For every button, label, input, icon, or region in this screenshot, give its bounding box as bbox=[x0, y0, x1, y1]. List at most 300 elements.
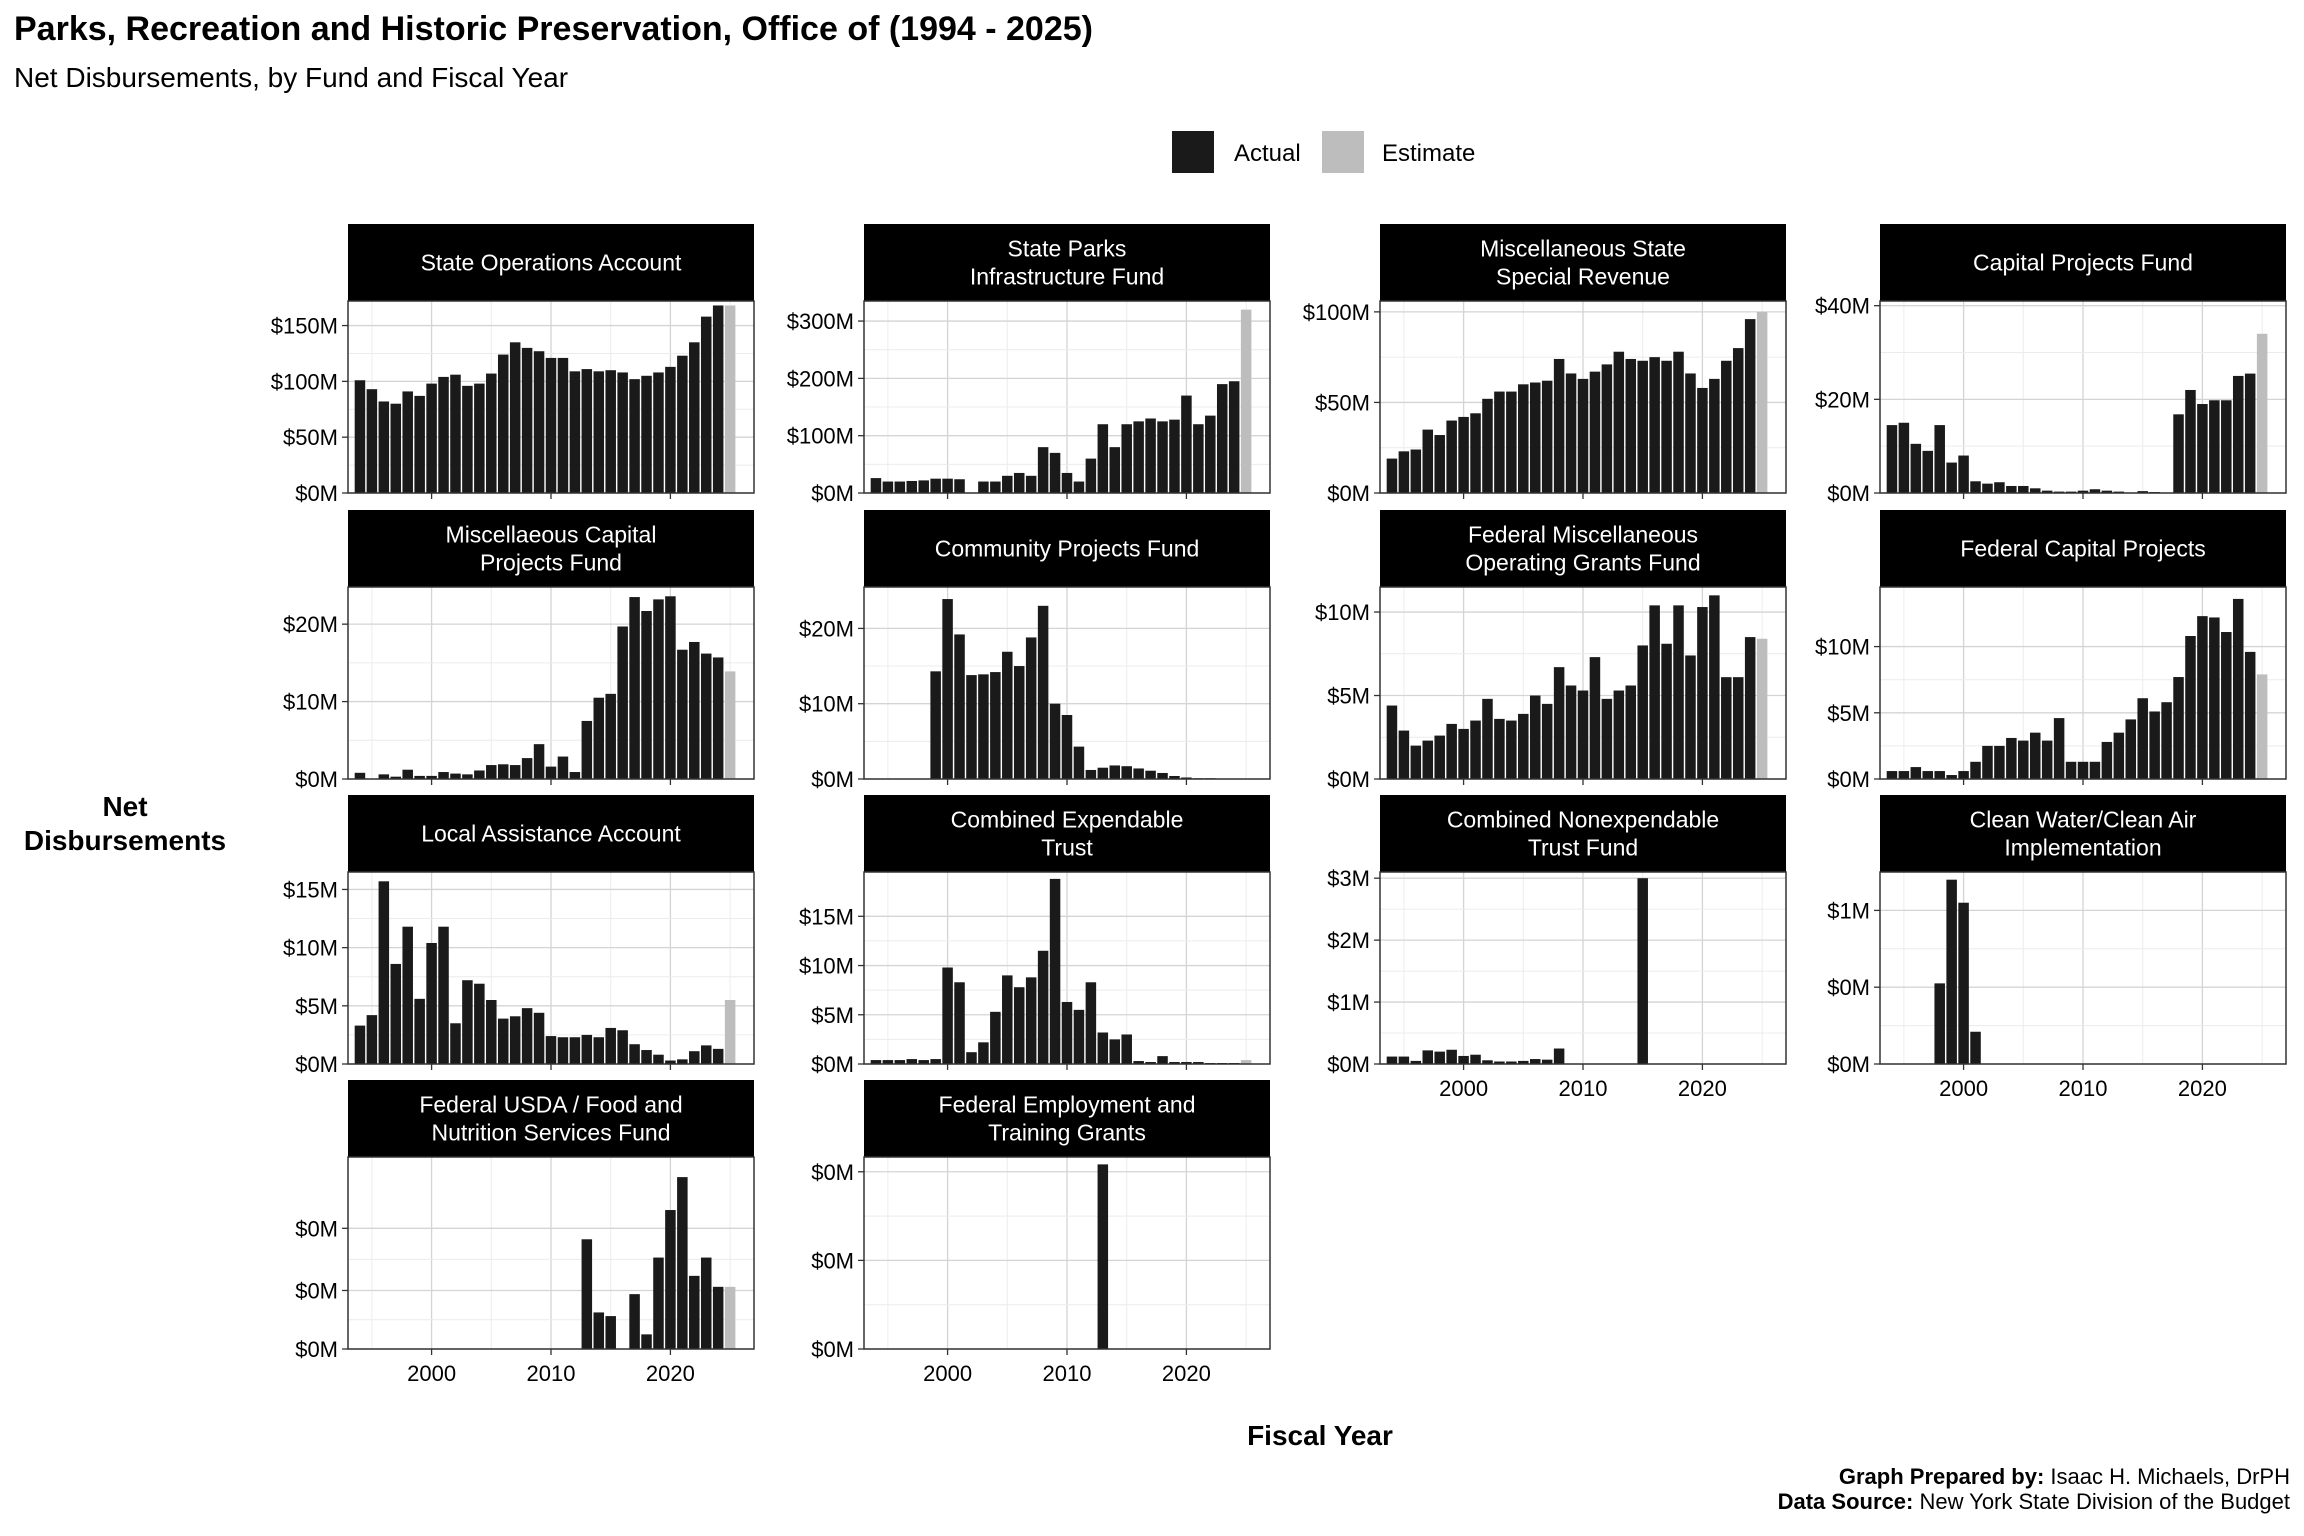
y-tick-label: $5M bbox=[295, 993, 338, 1019]
bar bbox=[713, 305, 724, 493]
bar bbox=[1542, 704, 1553, 779]
facet-strip-label: Federal Miscellaneous bbox=[1467, 521, 1699, 548]
bar bbox=[1423, 1050, 1434, 1064]
bar bbox=[2221, 400, 2232, 493]
bar bbox=[379, 401, 390, 493]
bar bbox=[1110, 1039, 1121, 1064]
bar bbox=[594, 371, 605, 493]
bar bbox=[1970, 481, 1981, 493]
bar bbox=[2006, 486, 2017, 493]
bar bbox=[1482, 399, 1493, 493]
facet-strip-label: Federal USDA / Food and bbox=[419, 1091, 683, 1118]
y-tick-label: $5M bbox=[811, 1002, 854, 1028]
bar bbox=[725, 671, 736, 779]
bar bbox=[534, 351, 545, 493]
bar bbox=[1098, 768, 1109, 779]
bar bbox=[2149, 711, 2160, 779]
facet-panel bbox=[295, 1080, 754, 1386]
bar bbox=[1899, 423, 1910, 493]
bar bbox=[1518, 714, 1529, 779]
bar bbox=[701, 654, 712, 779]
bar bbox=[1062, 715, 1073, 779]
bar bbox=[1145, 418, 1156, 493]
bar bbox=[725, 1000, 736, 1064]
bar bbox=[629, 1294, 640, 1349]
y-tick-label: $20M bbox=[798, 616, 854, 642]
y-tick-label: $20M bbox=[282, 612, 338, 638]
bar bbox=[1911, 767, 1922, 779]
bar bbox=[558, 1037, 569, 1064]
bar bbox=[391, 964, 402, 1064]
bar bbox=[1446, 1050, 1457, 1064]
x-tick-label: 2010 bbox=[526, 1361, 576, 1386]
bar bbox=[942, 599, 953, 779]
bar bbox=[2233, 599, 2244, 779]
bar bbox=[486, 765, 497, 779]
bar bbox=[629, 1044, 640, 1064]
facet-strip-label: Miscellaeous Capital bbox=[445, 521, 657, 548]
bar bbox=[534, 1013, 545, 1064]
bar bbox=[930, 479, 941, 493]
bar bbox=[414, 396, 425, 493]
facet-strip-label: Local Assistance Account bbox=[421, 820, 681, 847]
facet-strip-label: Federal Capital Projects bbox=[1960, 535, 2206, 562]
bar bbox=[954, 479, 965, 493]
bar bbox=[1470, 413, 1481, 493]
bar bbox=[2245, 374, 2256, 493]
bar bbox=[665, 596, 676, 779]
bar bbox=[1002, 652, 1013, 779]
bar bbox=[582, 1239, 593, 1349]
bar bbox=[570, 1037, 581, 1064]
bar bbox=[2126, 719, 2137, 779]
bar bbox=[1074, 747, 1085, 779]
bar bbox=[486, 1000, 497, 1064]
y-tick-label: $10M bbox=[282, 935, 338, 961]
bar bbox=[605, 1316, 616, 1349]
caption-source-label: Data Source: bbox=[1777, 1489, 1914, 1514]
bar bbox=[2054, 718, 2065, 779]
bar bbox=[2185, 636, 2196, 779]
bar bbox=[1014, 987, 1025, 1064]
bar bbox=[1757, 639, 1768, 779]
x-tick-label: 2000 bbox=[1939, 1076, 1989, 1101]
y-tick-label: $0M bbox=[811, 481, 854, 506]
bar bbox=[2030, 733, 2041, 779]
y-tick-label: $300M bbox=[786, 309, 854, 335]
x-tick-label: 2000 bbox=[407, 1361, 457, 1386]
bar bbox=[2006, 738, 2017, 779]
bar bbox=[1133, 768, 1144, 779]
x-tick-label: 2000 bbox=[1439, 1076, 1489, 1101]
bar bbox=[1958, 771, 1969, 779]
bar bbox=[1098, 1032, 1109, 1064]
bar bbox=[1887, 425, 1898, 493]
bar bbox=[1649, 605, 1660, 779]
y-tick-label: $0M bbox=[1327, 1052, 1370, 1077]
bar bbox=[2185, 390, 2196, 493]
bar bbox=[498, 764, 509, 779]
bar bbox=[641, 611, 652, 779]
bar bbox=[1721, 361, 1732, 493]
bar bbox=[978, 482, 989, 493]
bar bbox=[1518, 384, 1529, 493]
bar bbox=[1994, 746, 2005, 779]
y-tick-label: $0M bbox=[811, 767, 854, 792]
bar bbox=[1685, 373, 1696, 493]
bar bbox=[1637, 361, 1648, 493]
x-tick-label: 2020 bbox=[1161, 1361, 1211, 1386]
bar bbox=[677, 1177, 688, 1349]
bar bbox=[1554, 359, 1565, 493]
bar bbox=[355, 380, 366, 493]
bar bbox=[1697, 388, 1708, 493]
y-tick-label: $10M bbox=[1814, 634, 1870, 660]
bar bbox=[570, 371, 581, 493]
bar bbox=[907, 481, 918, 493]
bar bbox=[1038, 951, 1049, 1064]
bar bbox=[1145, 771, 1156, 779]
bar bbox=[1661, 644, 1672, 779]
y-tick-label: $10M bbox=[798, 953, 854, 979]
bar bbox=[1530, 383, 1541, 493]
bar bbox=[522, 1008, 533, 1064]
bar bbox=[1434, 736, 1445, 779]
bar bbox=[629, 379, 640, 493]
bar bbox=[653, 1258, 664, 1349]
facet-panel bbox=[1303, 224, 1786, 506]
bar bbox=[570, 772, 581, 779]
bar bbox=[1923, 451, 1934, 493]
bar bbox=[942, 968, 953, 1064]
y-tick-label: $0M bbox=[1827, 1052, 1870, 1077]
bar bbox=[1458, 417, 1469, 493]
legend-label-estimate: Estimate bbox=[1382, 140, 1476, 167]
bar bbox=[1062, 473, 1073, 493]
y-tick-label: $0M bbox=[811, 1337, 854, 1362]
bar bbox=[990, 1012, 1001, 1064]
y-tick-label: $100M bbox=[1302, 299, 1370, 325]
facet-strip-label: Infrastructure Fund bbox=[969, 263, 1165, 290]
bar bbox=[2197, 616, 2208, 779]
bar bbox=[701, 1045, 712, 1064]
bar bbox=[2066, 762, 2077, 779]
bar bbox=[1934, 983, 1945, 1064]
bar bbox=[438, 377, 449, 493]
bar bbox=[594, 1312, 605, 1349]
y-tick-label: $100M bbox=[786, 423, 854, 449]
bar bbox=[1086, 982, 1097, 1064]
caption-prepared-label: Graph Prepared by: bbox=[1838, 1464, 2045, 1489]
bar bbox=[1566, 373, 1577, 493]
bar bbox=[954, 634, 965, 779]
bar bbox=[379, 881, 390, 1064]
facet-panel bbox=[1315, 510, 1786, 792]
bar bbox=[1614, 691, 1625, 779]
y-tick-label: $3M bbox=[1327, 866, 1370, 892]
bar bbox=[1506, 392, 1517, 493]
bar bbox=[474, 984, 485, 1064]
y-tick-label: $1M bbox=[1327, 990, 1370, 1016]
bar bbox=[2221, 632, 2232, 779]
bar bbox=[1470, 1055, 1481, 1064]
bar bbox=[426, 943, 437, 1064]
bar bbox=[1121, 766, 1132, 779]
facet-panel bbox=[283, 795, 754, 1077]
facet-strip-label: Community Projects Fund bbox=[934, 535, 1200, 562]
bar bbox=[1590, 657, 1601, 779]
facet-panel bbox=[799, 510, 1270, 792]
bar bbox=[1026, 637, 1037, 779]
bar bbox=[402, 927, 413, 1064]
bar bbox=[1014, 473, 1025, 493]
bar bbox=[617, 626, 628, 779]
bar bbox=[665, 1210, 676, 1349]
bar bbox=[1470, 721, 1481, 779]
bar bbox=[1026, 977, 1037, 1064]
bar bbox=[605, 1028, 616, 1064]
y-tick-label: $5M bbox=[1827, 700, 1870, 726]
bar bbox=[462, 980, 473, 1064]
bar bbox=[1958, 456, 1969, 493]
bar bbox=[1229, 381, 1240, 493]
bar bbox=[883, 482, 894, 493]
bar bbox=[617, 372, 628, 493]
y-tick-label: $15M bbox=[282, 877, 338, 903]
bar bbox=[895, 482, 906, 493]
bar bbox=[1411, 450, 1422, 493]
facet-panel bbox=[1815, 510, 2286, 792]
y-tick-label: $20M bbox=[1814, 387, 1870, 413]
bar bbox=[1685, 655, 1696, 779]
bar bbox=[510, 765, 521, 779]
bar bbox=[546, 1036, 557, 1064]
bar bbox=[990, 482, 1001, 493]
bar bbox=[2197, 404, 2208, 493]
bar bbox=[1387, 1057, 1398, 1064]
bar bbox=[2042, 741, 2053, 779]
bar bbox=[474, 384, 485, 493]
bar bbox=[1934, 425, 1945, 493]
y-tick-label: $50M bbox=[282, 425, 338, 451]
bar bbox=[725, 1287, 736, 1349]
bar bbox=[1994, 482, 2005, 493]
bar bbox=[1899, 771, 1910, 779]
bar bbox=[617, 1030, 628, 1064]
bar bbox=[713, 657, 724, 779]
facet-panel bbox=[1327, 795, 1786, 1101]
bar bbox=[414, 999, 425, 1064]
bar bbox=[1958, 903, 1969, 1064]
bar bbox=[1446, 724, 1457, 779]
facet-strip-label: Combined Nonexpendable bbox=[1446, 806, 1720, 833]
facet-strip-label: Capital Projects Fund bbox=[1973, 249, 2193, 276]
bar bbox=[1050, 704, 1061, 779]
bar bbox=[1946, 463, 1957, 493]
bar bbox=[402, 770, 413, 779]
facet-panel bbox=[811, 1080, 1270, 1386]
bar bbox=[1434, 1052, 1445, 1064]
bar bbox=[966, 675, 977, 779]
bar bbox=[1542, 381, 1553, 493]
bar bbox=[486, 374, 497, 493]
bar bbox=[677, 650, 688, 779]
bar bbox=[954, 982, 965, 1064]
bar bbox=[2114, 733, 2125, 779]
y-tick-label: $0M bbox=[1827, 767, 1870, 792]
caption-source-value: New York State Division of the Budget bbox=[1913, 1489, 2290, 1514]
bar bbox=[1554, 667, 1565, 779]
bar bbox=[1434, 435, 1445, 493]
y-tick-label: $0M bbox=[295, 481, 338, 506]
x-tick-label: 2020 bbox=[645, 1361, 695, 1386]
chart-title: Parks, Recreation and Historic Preservation, Office of (1994 - 2025) bbox=[14, 10, 1093, 48]
bar bbox=[629, 597, 640, 779]
y-tick-label: $15M bbox=[798, 904, 854, 930]
bar bbox=[1002, 476, 1013, 493]
bar bbox=[1399, 1057, 1410, 1064]
x-tick-label: 2020 bbox=[1677, 1076, 1727, 1101]
bar bbox=[1062, 1002, 1073, 1064]
bar bbox=[474, 770, 485, 779]
bar bbox=[653, 599, 664, 779]
bar bbox=[1050, 879, 1061, 1064]
bar bbox=[498, 355, 509, 493]
bar bbox=[978, 674, 989, 779]
bar bbox=[665, 367, 676, 493]
bar bbox=[1181, 396, 1192, 493]
bar bbox=[1721, 677, 1732, 779]
bar bbox=[701, 1258, 712, 1349]
bar bbox=[1014, 666, 1025, 779]
facet-strip-label: Training Grants bbox=[988, 1119, 1146, 1146]
bar bbox=[1110, 765, 1121, 779]
bar bbox=[1709, 379, 1720, 493]
bar bbox=[2173, 414, 2184, 493]
bar bbox=[1482, 699, 1493, 779]
bar bbox=[1098, 1164, 1109, 1349]
bar bbox=[1614, 352, 1625, 493]
bar bbox=[1637, 878, 1648, 1064]
bar bbox=[713, 1049, 724, 1064]
y-axis-title-line: Net bbox=[102, 791, 148, 822]
bar bbox=[558, 757, 569, 779]
bar bbox=[1661, 361, 1672, 493]
bar bbox=[594, 1037, 605, 1064]
legend-label-actual: Actual bbox=[1234, 140, 1301, 167]
bar bbox=[677, 356, 688, 493]
bar bbox=[1697, 607, 1708, 779]
caption-prepared-value: Isaac H. Michaels, DrPH bbox=[2044, 1464, 2290, 1489]
bar bbox=[546, 358, 557, 493]
bar bbox=[438, 927, 449, 1064]
facet-strip-label: Special Revenue bbox=[1496, 263, 1670, 290]
bar bbox=[689, 342, 700, 493]
bar bbox=[1626, 686, 1637, 779]
bar bbox=[1157, 773, 1168, 779]
facet-strip-label: State Operations Account bbox=[420, 249, 682, 276]
bar bbox=[1446, 421, 1457, 493]
chart-subtitle: Net Disbursements, by Fund and Fiscal Year bbox=[14, 62, 569, 93]
bar bbox=[1110, 447, 1121, 493]
bar bbox=[438, 772, 449, 779]
bar bbox=[1423, 430, 1434, 493]
y-tick-label: $0M bbox=[295, 1337, 338, 1362]
bar bbox=[367, 389, 378, 493]
facet-panel bbox=[799, 795, 1270, 1077]
bar bbox=[1133, 421, 1144, 493]
bar bbox=[534, 744, 545, 779]
y-tick-label: $0M bbox=[295, 767, 338, 792]
facet-strip-label: Clean Water/Clean Air bbox=[1969, 806, 2197, 833]
facet-strip-label: Combined Expendable bbox=[950, 806, 1184, 833]
bar bbox=[558, 358, 569, 493]
bar bbox=[871, 478, 882, 493]
bar bbox=[450, 375, 461, 493]
bar bbox=[1074, 1010, 1085, 1064]
bar bbox=[1086, 459, 1097, 493]
bar bbox=[1982, 746, 1993, 779]
bar bbox=[367, 1015, 378, 1064]
bar bbox=[2257, 674, 2268, 779]
bar bbox=[605, 694, 616, 779]
bar bbox=[1411, 746, 1422, 779]
bar bbox=[689, 1276, 700, 1349]
bar bbox=[1637, 645, 1648, 779]
bar bbox=[1530, 696, 1541, 779]
bar bbox=[1002, 975, 1013, 1064]
bar bbox=[1205, 416, 1216, 493]
bar bbox=[2078, 762, 2089, 779]
bar bbox=[522, 758, 533, 779]
bar bbox=[582, 1035, 593, 1064]
bar bbox=[391, 404, 402, 493]
y-tick-label: $0M bbox=[1827, 481, 1870, 506]
bar bbox=[641, 1050, 652, 1064]
bar bbox=[1217, 384, 1228, 493]
bar bbox=[1458, 1056, 1469, 1064]
bar bbox=[1169, 420, 1180, 493]
facet-panel bbox=[787, 224, 1270, 506]
y-tick-label: $5M bbox=[1327, 683, 1370, 709]
bar bbox=[1098, 424, 1109, 493]
bar bbox=[689, 642, 700, 779]
facet-strip-label: Miscellaneous State bbox=[1480, 235, 1686, 262]
bar bbox=[2233, 376, 2244, 493]
bar bbox=[1626, 359, 1637, 493]
y-tick-label: $0M bbox=[1327, 481, 1370, 506]
facet-strip-label: Federal Employment and bbox=[938, 1091, 1196, 1118]
bar bbox=[653, 1055, 664, 1064]
bar bbox=[1709, 595, 1720, 779]
bar bbox=[605, 370, 616, 493]
y-axis-title-line: Disbursements bbox=[23, 825, 227, 856]
y-tick-label: $0M bbox=[811, 1159, 854, 1185]
bar bbox=[450, 774, 461, 779]
bar bbox=[510, 1016, 521, 1064]
x-tick-label: 2010 bbox=[1558, 1076, 1608, 1101]
bar bbox=[1506, 721, 1517, 779]
bar bbox=[1733, 677, 1744, 779]
bar bbox=[1566, 686, 1577, 779]
bar bbox=[450, 1023, 461, 1064]
y-tick-label: $0M bbox=[811, 1248, 854, 1274]
bar bbox=[355, 1026, 366, 1064]
bar bbox=[1074, 482, 1085, 493]
y-tick-label: $0M bbox=[811, 1052, 854, 1077]
y-tick-label: $0M bbox=[295, 1052, 338, 1077]
bar bbox=[1590, 372, 1601, 493]
